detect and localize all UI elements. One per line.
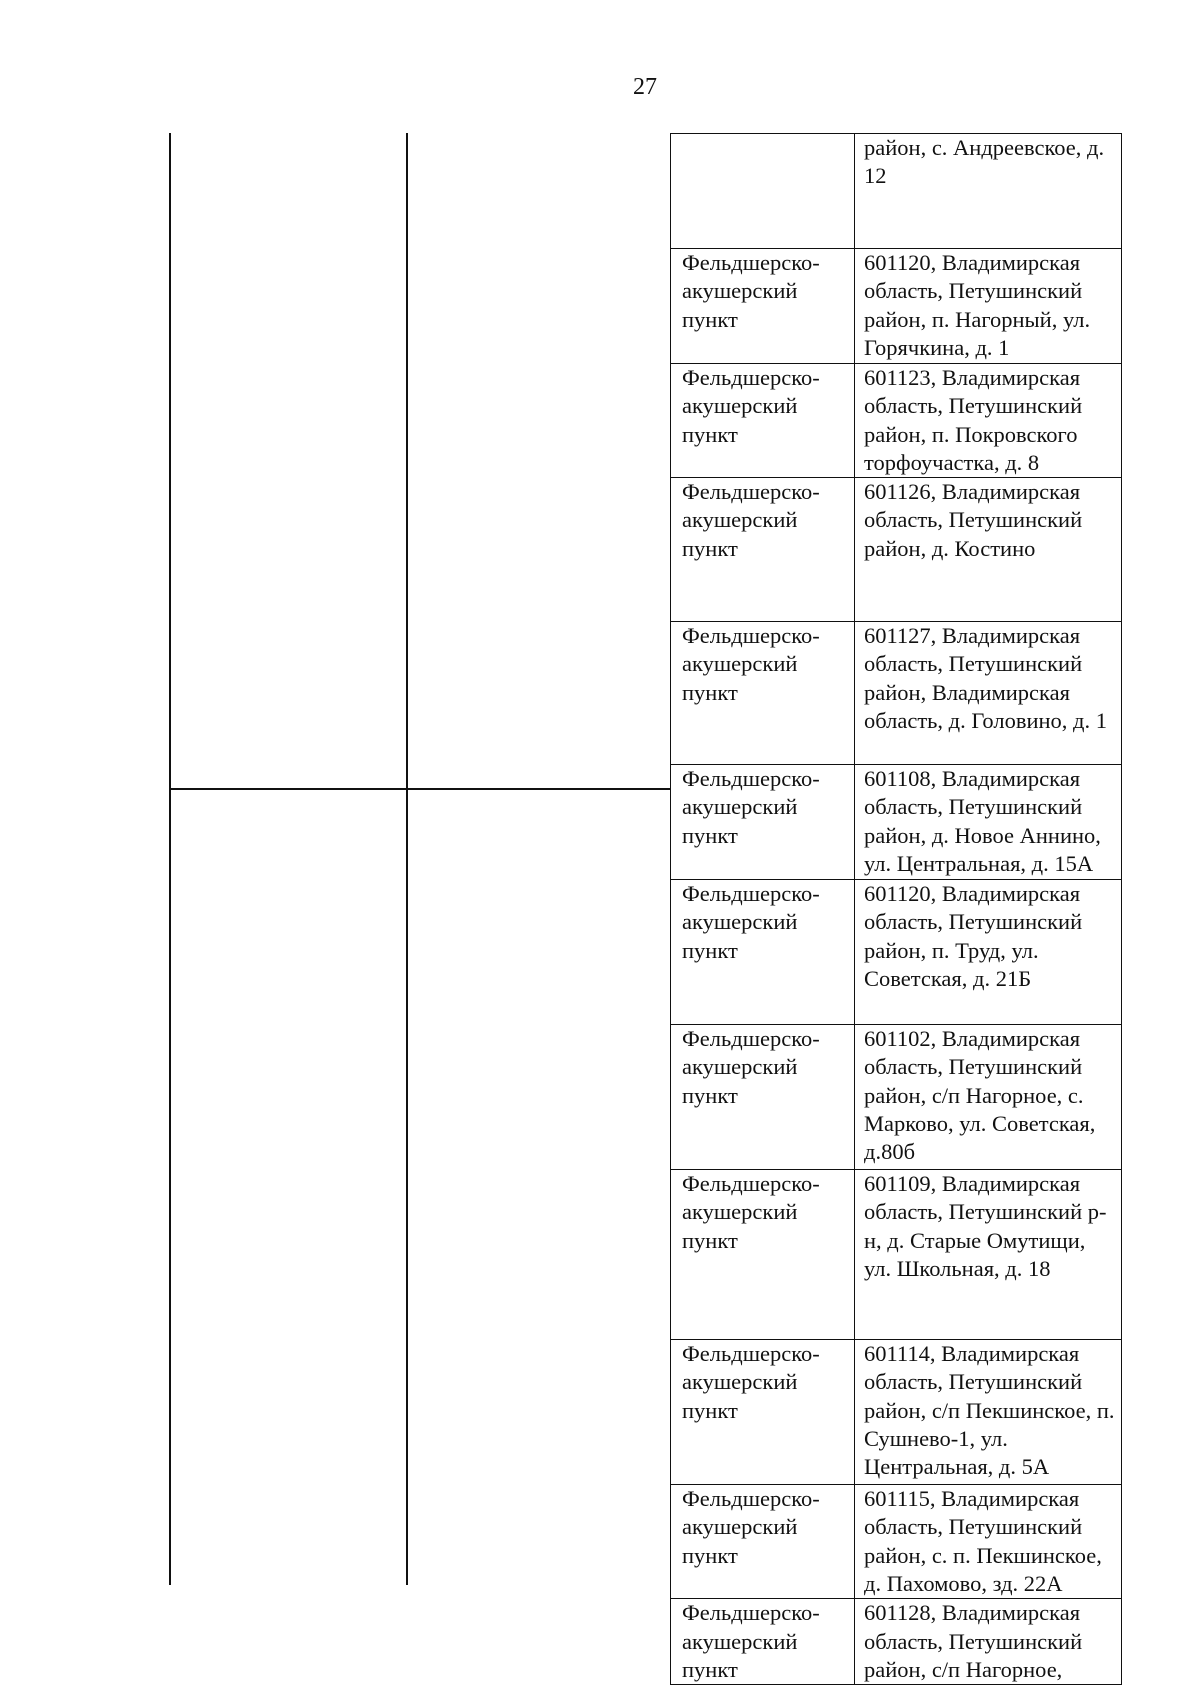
facility-type-cell xyxy=(671,134,855,249)
table-row xyxy=(671,364,1122,478)
facility-table xyxy=(670,133,1122,1685)
table-row xyxy=(671,1025,1122,1170)
facility-address-cell: 601114, Владимирская область, Петушинский район, с/п Пекшинское, п. Сушнево-1, ул. Центральная, д. 5А xyxy=(855,1340,1122,1485)
facility-type-cell: Фельдшерско-акушерский пункт xyxy=(671,249,855,364)
facility-type-cell: Фельдшерско-акушерский пункт xyxy=(671,1170,855,1340)
facility-address-cell: 601108, Владимирская область, Петушинский район, д. Новое Аннино, ул. Центральная, д. 15А xyxy=(855,765,1122,880)
facility-type-cell: Фельдшерско-акушерский пункт xyxy=(671,622,855,765)
row-divider xyxy=(169,788,671,790)
facility-address-cell: 601127, Владимирская область, Петушинский район, Владимирская область, д. Головино, д. 1 xyxy=(855,622,1122,765)
facility-address-cell: 601120, Владимирская область, Петушинский район, п. Труд, ул. Советская, д. 21Б xyxy=(855,880,1122,1025)
table-row xyxy=(671,880,1122,1025)
facility-type-cell: Фельдшерско-акушерский пункт xyxy=(671,478,855,622)
facility-type-cell: Фельдшерско-акушерский пункт xyxy=(671,1025,855,1170)
table-row xyxy=(671,134,1122,249)
table-row xyxy=(671,1599,1122,1685)
facility-address-cell: 601115, Владимирская область, Петушинский район, с. п. Пекшинское, д. Пахомово, зд. 22А xyxy=(855,1485,1122,1599)
facility-address-cell: район, с. Андреевское, д. 12 xyxy=(855,134,1122,249)
table-row xyxy=(671,765,1122,880)
table-row xyxy=(671,1485,1122,1599)
facility-table-body xyxy=(671,134,1122,1685)
table-row xyxy=(671,622,1122,765)
table-row xyxy=(671,1340,1122,1485)
facility-type-cell: Фельдшерско-акушерский пункт xyxy=(671,1599,855,1685)
facility-type-cell: Фельдшерско-акушерский пункт xyxy=(671,765,855,880)
facility-type-cell: Фельдшерско-акушерский пункт xyxy=(671,1340,855,1485)
facility-type-cell: Фельдшерско-акушерский пункт xyxy=(671,880,855,1025)
facility-address-cell: 601128, Владимирская область, Петушинский район, с/п Нагорное, xyxy=(855,1599,1122,1685)
table-row xyxy=(671,249,1122,364)
facility-address-cell: 601120, Владимирская область, Петушинский район, п. Нагорный, ул. Горячкина, д. 1 xyxy=(855,249,1122,364)
facility-address-cell: 601126, Владимирская область, Петушинский район, д. Костино xyxy=(855,478,1122,622)
left-table-border xyxy=(169,133,171,1585)
facility-address-cell: 601123, Владимирская область, Петушинский район, п. Покровского торфоучастка, д. 8 xyxy=(855,364,1122,478)
table-row xyxy=(671,478,1122,622)
facility-type-cell: Фельдшерско-акушерский пункт xyxy=(671,364,855,478)
table-row xyxy=(671,1170,1122,1340)
facility-address-cell: 601109, Владимирская область, Петушинский р-н, д. Старые Омутищи, ул. Школьная, д. 18 xyxy=(855,1170,1122,1340)
facility-type-cell: Фельдшерско-акушерский пункт xyxy=(671,1485,855,1599)
page-number: 27 xyxy=(633,74,657,100)
column-divider xyxy=(406,133,408,1585)
facility-address-cell: 601102, Владимирская область, Петушинский район, с/п Нагорное, с. Марково, ул. Советская, д.80б xyxy=(855,1025,1122,1170)
